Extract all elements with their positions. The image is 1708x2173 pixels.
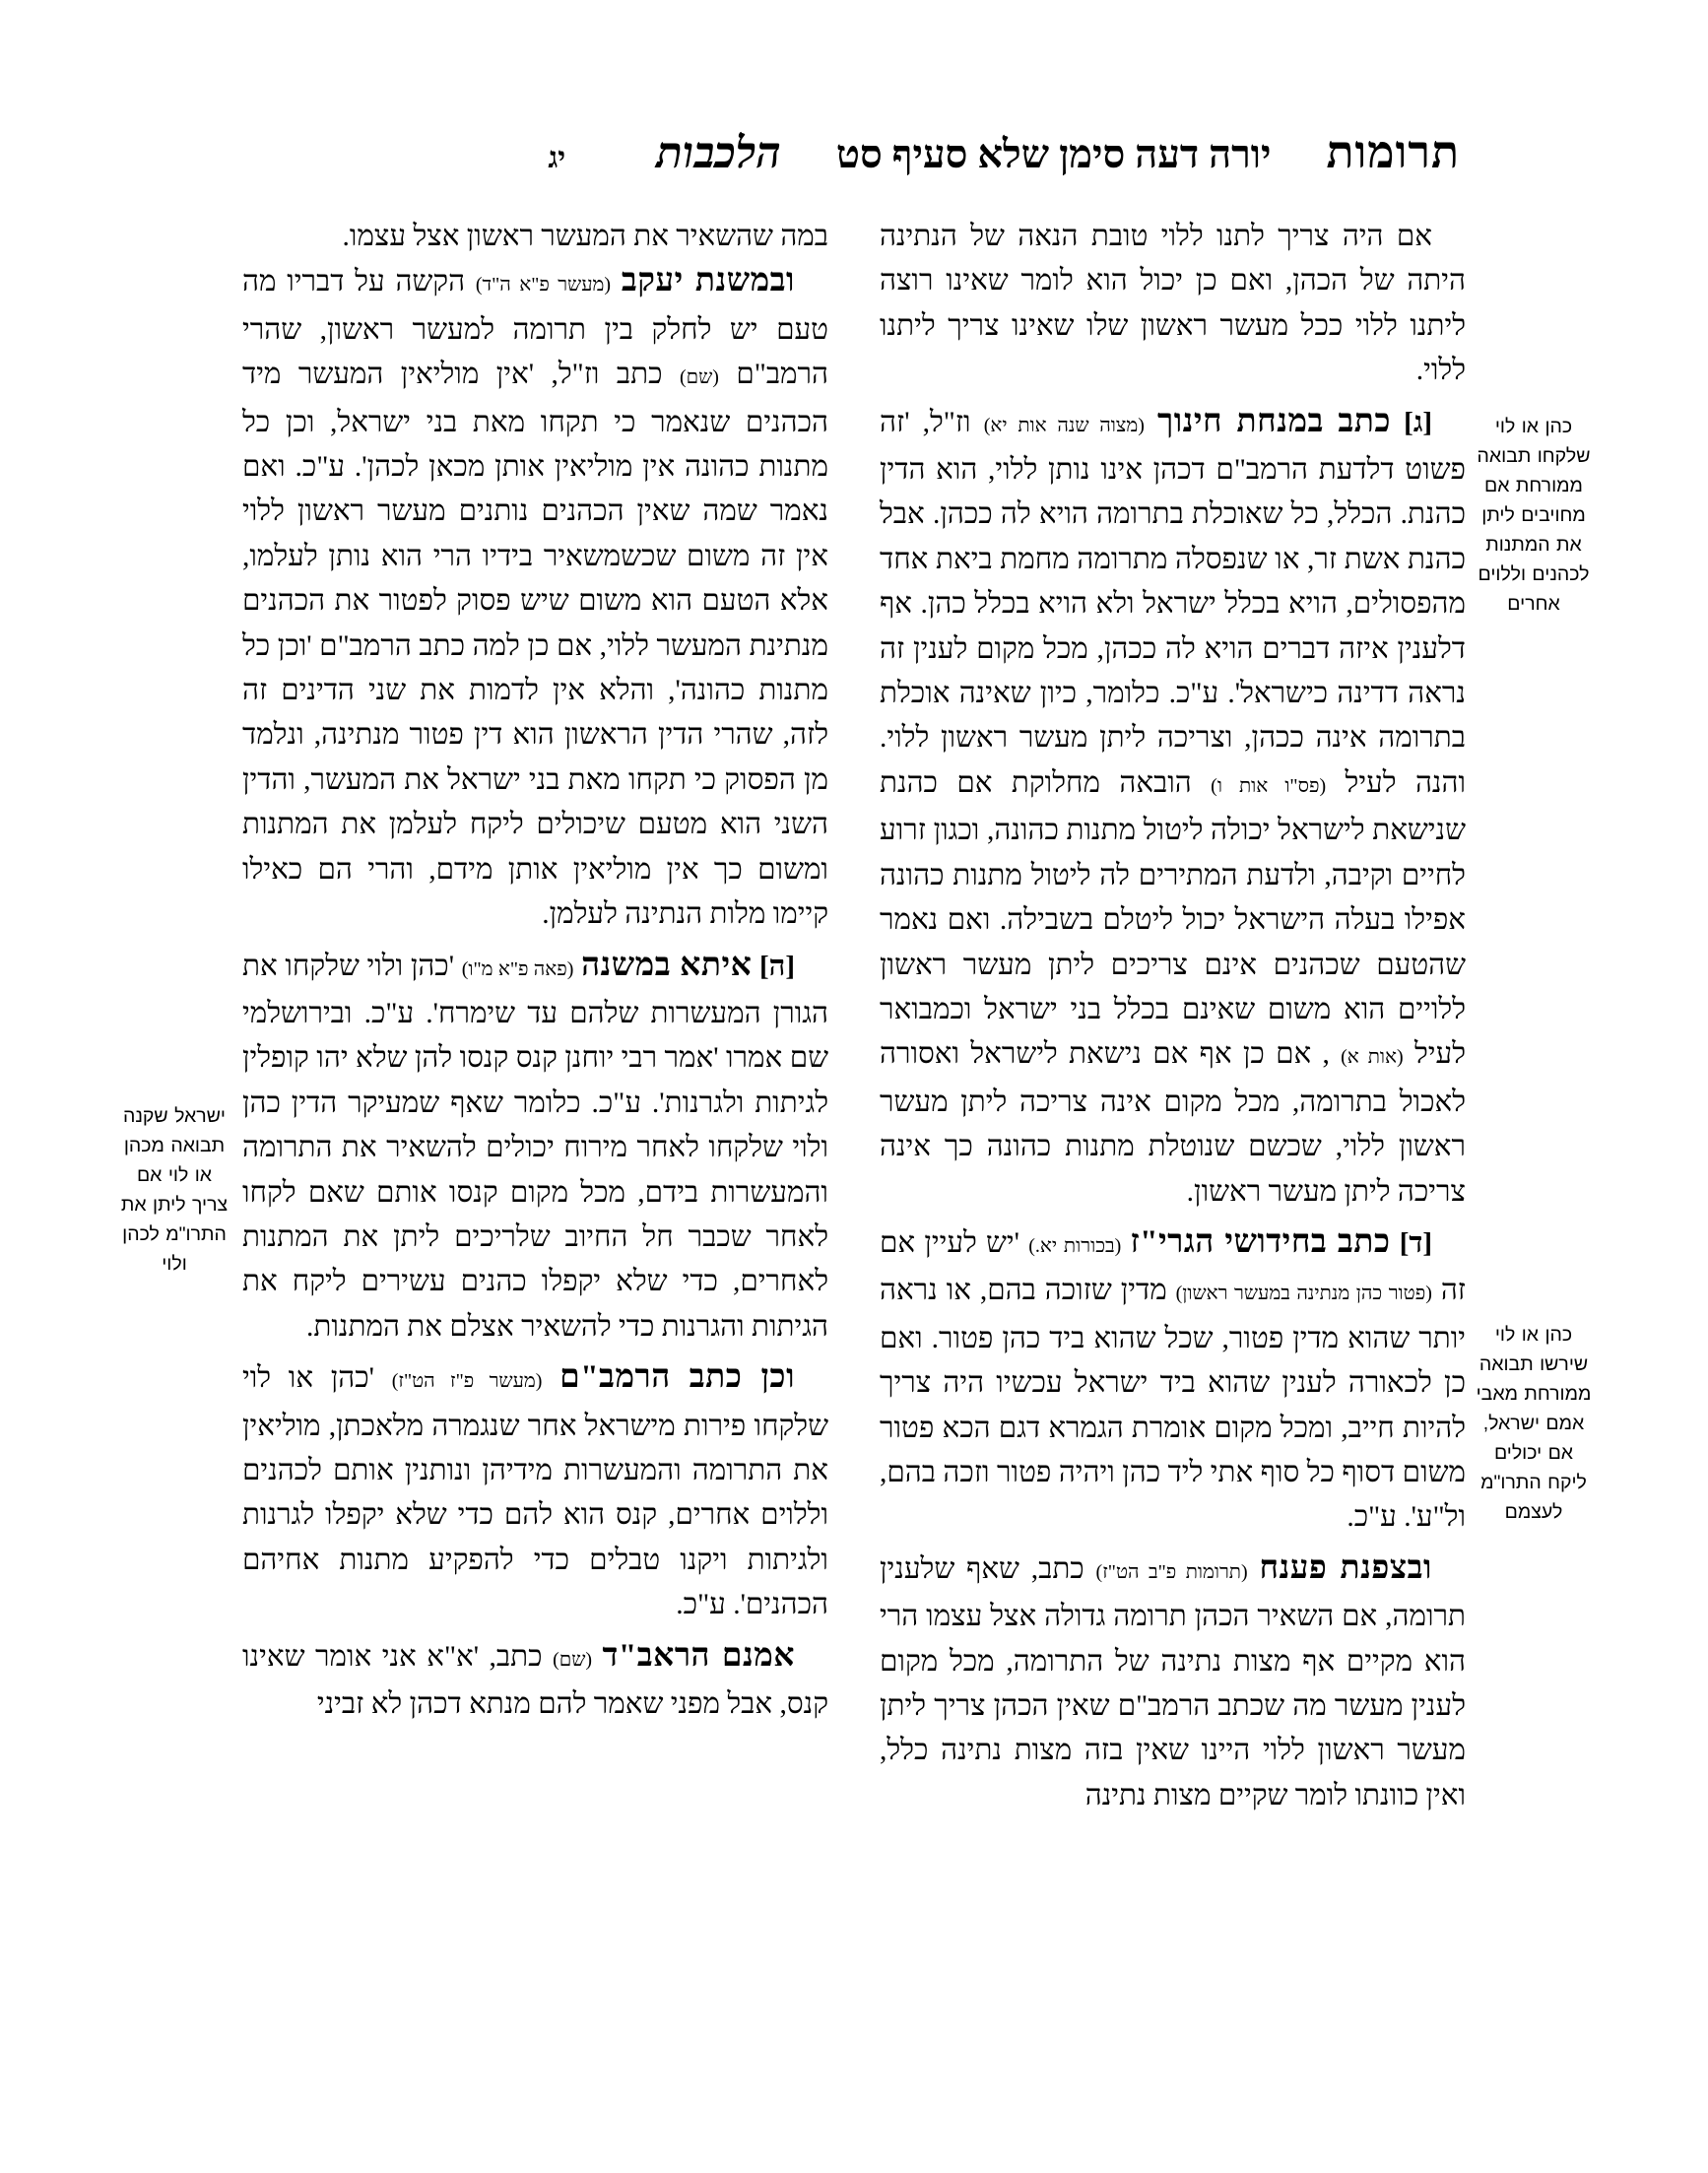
right-margin-notes <box>1476 215 1592 2114</box>
source-citation: (אות א) <box>1341 1046 1404 1069</box>
margin-note <box>1476 1320 1592 1527</box>
margin-note <box>1476 412 1592 619</box>
siman-marker: [ד] <box>1399 1226 1432 1259</box>
paragraph <box>242 1634 828 1728</box>
paragraph-text: 'כהן או לוי שלקחו פירות מישראל אחר שנגמרה מלאכתן, מוליאין את התרומה והמעשרות מידיהן ונותנין אותם לכהנים וללוים אחרים, קנס הוא להם כדי שלא יקפלו לגרנות ולגיתות ויקנו טבלים כדי להפקיע מתנות אחיהם הכהנים'. ע"כ. <box>242 1362 828 1621</box>
margin-note-text: ישראל שקנה תבואה מכהן או לוי אם צריך ליתן את התרו"מ לכהן ולוי <box>120 1105 229 1275</box>
source-citation: (מצוה שנה אות יא) <box>983 414 1145 436</box>
paragraph-text: הובאה מחלוקת אם כהנת שנישאת לישראל יכולה ליטול מתנות כהונה, וכגון זרוע לחיים וקיבה, ולדעת המתירים לה ליטול מתנות כהונה אפילו בעלה הישראל יכול ליטלם בשבילה. ואם נאמר שהטעם שכהנים אינם צריכים ליתן מעשר ראשון ללויים הוא משום שאינם בכלל בני ישראל וכמבואר לעיל <box>880 766 1466 1071</box>
paragraph-text: וז"ל, 'זה פשוט דלדעת הרמב"ם דכהן אינו נותן ללוי, הוא הדין כהנת. הכלל, כל שאוכלת בתרומה הויא לה ככהן. אבל כהנת אשת זר, או שנפסלה מתרומה מחמת ביאת אחד מהפסולים, הויא בכלל ישראל ולא הויא בכלל כהן. אף דלענין איזה דברים הויא לה ככהן, מכל מקום לענין זה נראה דדינה כישראל'. ע"כ. כלומר, כיון שאינה אוכלת בתרומה אינה ככהן, וצריכה ליתן מעשר ראשון ללוי. והנה לעיל <box>880 406 1467 799</box>
paragraph <box>242 1355 828 1627</box>
header-page-number: יג <box>548 142 566 174</box>
margin-note-text: כהן או לוי שירשו תבואה ממורחת מאבי אמם ישראל, אם יכולים ליקח התרו"מ לעצמם <box>1476 1324 1592 1523</box>
margin-note <box>116 1101 232 1279</box>
paragraph <box>880 215 1466 394</box>
margin-note-text: כהן או לוי שלקחו תבואה ממורחת אם מחויבים ליתן את המתנות לכהנים וללוים אחרים <box>1477 416 1591 615</box>
paragraph <box>880 400 1466 1215</box>
siman-marker: [ה] <box>759 950 795 982</box>
source-citation: (פאה פ"א מ"ו) <box>461 957 574 980</box>
text-body <box>116 215 1592 2114</box>
header-sefer-title: הלכבות <box>656 129 781 177</box>
header-siman: יורה דעה סימן שלא סעיף סט <box>835 132 1272 176</box>
paragraph-lead: כתב בחידושי הגרי"ז <box>1130 1223 1391 1260</box>
running-header <box>236 126 1460 187</box>
source-citation: (פס"ו אות ו) <box>1211 774 1327 797</box>
paragraph-text: 'יש לעיין אם זה <box>880 1226 1467 1307</box>
column-left <box>116 215 854 2114</box>
source-citation: (מעשר פ"א ה"ד) <box>475 274 612 296</box>
paragraph-lead: ובמשנת יעקב <box>621 263 795 299</box>
paragraph <box>242 944 828 1350</box>
paragraph-text: כתב, 'א"א אני אומר שאינו קנס, אבל מפני שאמר להם מנתא דכהן לא זביני <box>242 1640 828 1720</box>
right-column-text <box>854 215 1476 2114</box>
source-citation: (שם) <box>553 1648 593 1671</box>
paragraph <box>242 259 828 937</box>
paragraph-text: כתב וז"ל, 'אין מוליאין המעשר מיד הכהנים שנאמר כי תקחו מאת בני ישראל, וכן כל מתנות כהונה אין מוליאין אותן מכאן לכהן'. ע"כ. ואם נאמר שמה שאין הכהנים נותנים מעשר ראשון ללוי אין זה משום שכשמשאיר בידיו הרי הוא נותן לעלמו, אלא הטעם הוא משום שיש פסוק לפטור את הכהנים מנתינת המעשר ללוי, אם כן למה כתב הרמב"ם 'וכן כל מתנות כהונה', והלא אין לדמות את שני הדינים זה לזה, שהרי הדין הראשון הוא דין פטור מנתינה, ונלמד מן הפסוק כי תקחו מאת בני ישראל את המעשר, והדין השני הוא מטעם שיכולים ליקח לעלמן את המתנות ומשום כך אין מוליאין אותן מידם, והרי הם כאילו קיימו מלות הנתינה לעלמן. <box>242 359 828 931</box>
source-citation: (מעשר פ"ז הט"ז) <box>391 1370 543 1393</box>
header-masechta: תרומות <box>1326 127 1460 177</box>
paragraph-text: 'כהן ולוי שלקחו את הגורן המעשרות שלהם עד שימרח'. ע"כ. ובירושלמי שם אמרו 'אמר רבי יוחנן קנס קנסו להן שלא יהו קופלין לגיתות ולגרנות'. ע"כ. כלומר שאף שמעיקר הדין כהן ולוי שלקחו לאחר מירוח יכולים להשאיר את התרומה והמעשרות בידם, מכל מקום קנסו אותם שאם לקחו לאחר שכבר חל החיוב שלריכים ליתן את המתנות לאחרים, כדי שלא יקפלו כהנים עשירים ליקח את הגיתות והגרנות כדי להשאיר אצלם את המתנות. <box>242 950 828 1343</box>
paragraph-lead: כתב במנחת חינוך <box>1157 403 1392 439</box>
paragraph-text: במה שהשאיר את המעשר ראשון אצל עצמו. <box>342 221 828 252</box>
source-citation: (תרומות פ"ב הט"ז) <box>1095 1560 1248 1583</box>
column-right <box>854 215 1592 2114</box>
left-column-text <box>232 215 854 2114</box>
paragraph-lead: אמנם הראב"ד <box>602 1637 795 1674</box>
paragraph-lead: ובצפנת פענח <box>1259 1549 1432 1586</box>
siman-marker: [ג] <box>1404 406 1433 438</box>
paragraph <box>880 1220 1466 1541</box>
left-margin-notes <box>116 215 232 2114</box>
paragraph-text: אם היה צריך לתנו ללוי טובת הנאה של הנתינה היתה של הכהן, ואם כן יכול הוא לומר שאינו רוצה ליתנו ללוי ככל מעשר ראשון שלו שאינו צריך ליתנו ללוי. <box>880 221 1466 387</box>
paragraph-text: מדין שזוכה בהם, או נראה יותר שהוא מדין פטור, שכל שהוא ביד כהן פטור. ואם כן לכאורה לענין שהוא ביד ישראל עכשיו היה צריך להיות חייב, ומכל מקום אומרת הגמרא דגם הכא פטור משום דסוף כל סוף אתי ליד כהן ויהיה פטור וזכה בהם, ול"ע'. ע"כ. <box>880 1275 1466 1534</box>
paragraph <box>242 215 828 259</box>
paragraph-text: הקשה על דבריו מה טעם יש לחלק בין תרומה למעשר ראשון, שהרי הרמב"ם <box>242 266 828 391</box>
paragraph <box>880 1547 1466 1818</box>
paragraph-lead: איתא במשנה <box>581 947 753 983</box>
paragraph-text: , אם כן אף אם נישאת לישראל ואסורה לאכול בתרומה, מכל מקום אינה צריכה ליתן מעשר ראשון ללוי, שכשם שנוטלת מתנות כהונה כך אינה צריכה ליתן מעשר ראשון. <box>880 1038 1466 1208</box>
source-citation: (פטור כהן מנתינה במעשר ראשון) <box>1175 1283 1432 1305</box>
source-citation: (בכורות יא.) <box>1028 1234 1122 1257</box>
paragraph-lead: וכן כתב הרמב"ם <box>559 1359 796 1396</box>
paragraph-text: כתב, שאף שלענין תרומה, אם השאיר הכהן תרומה גדולה אצל עצמו הרי הוא מקיים אף מצות נתינה של התרומה, מכל מקום לענין מעשר מה שכתב הרמב"ם שאין הכהן צריך ליתן מעשר ראשון ללוי היינו שאין בזה מצות נתינה כלל, ואין כוונתו לומר שקיים מצות נתינה <box>880 1552 1466 1811</box>
source-citation: (שם) <box>679 366 719 389</box>
